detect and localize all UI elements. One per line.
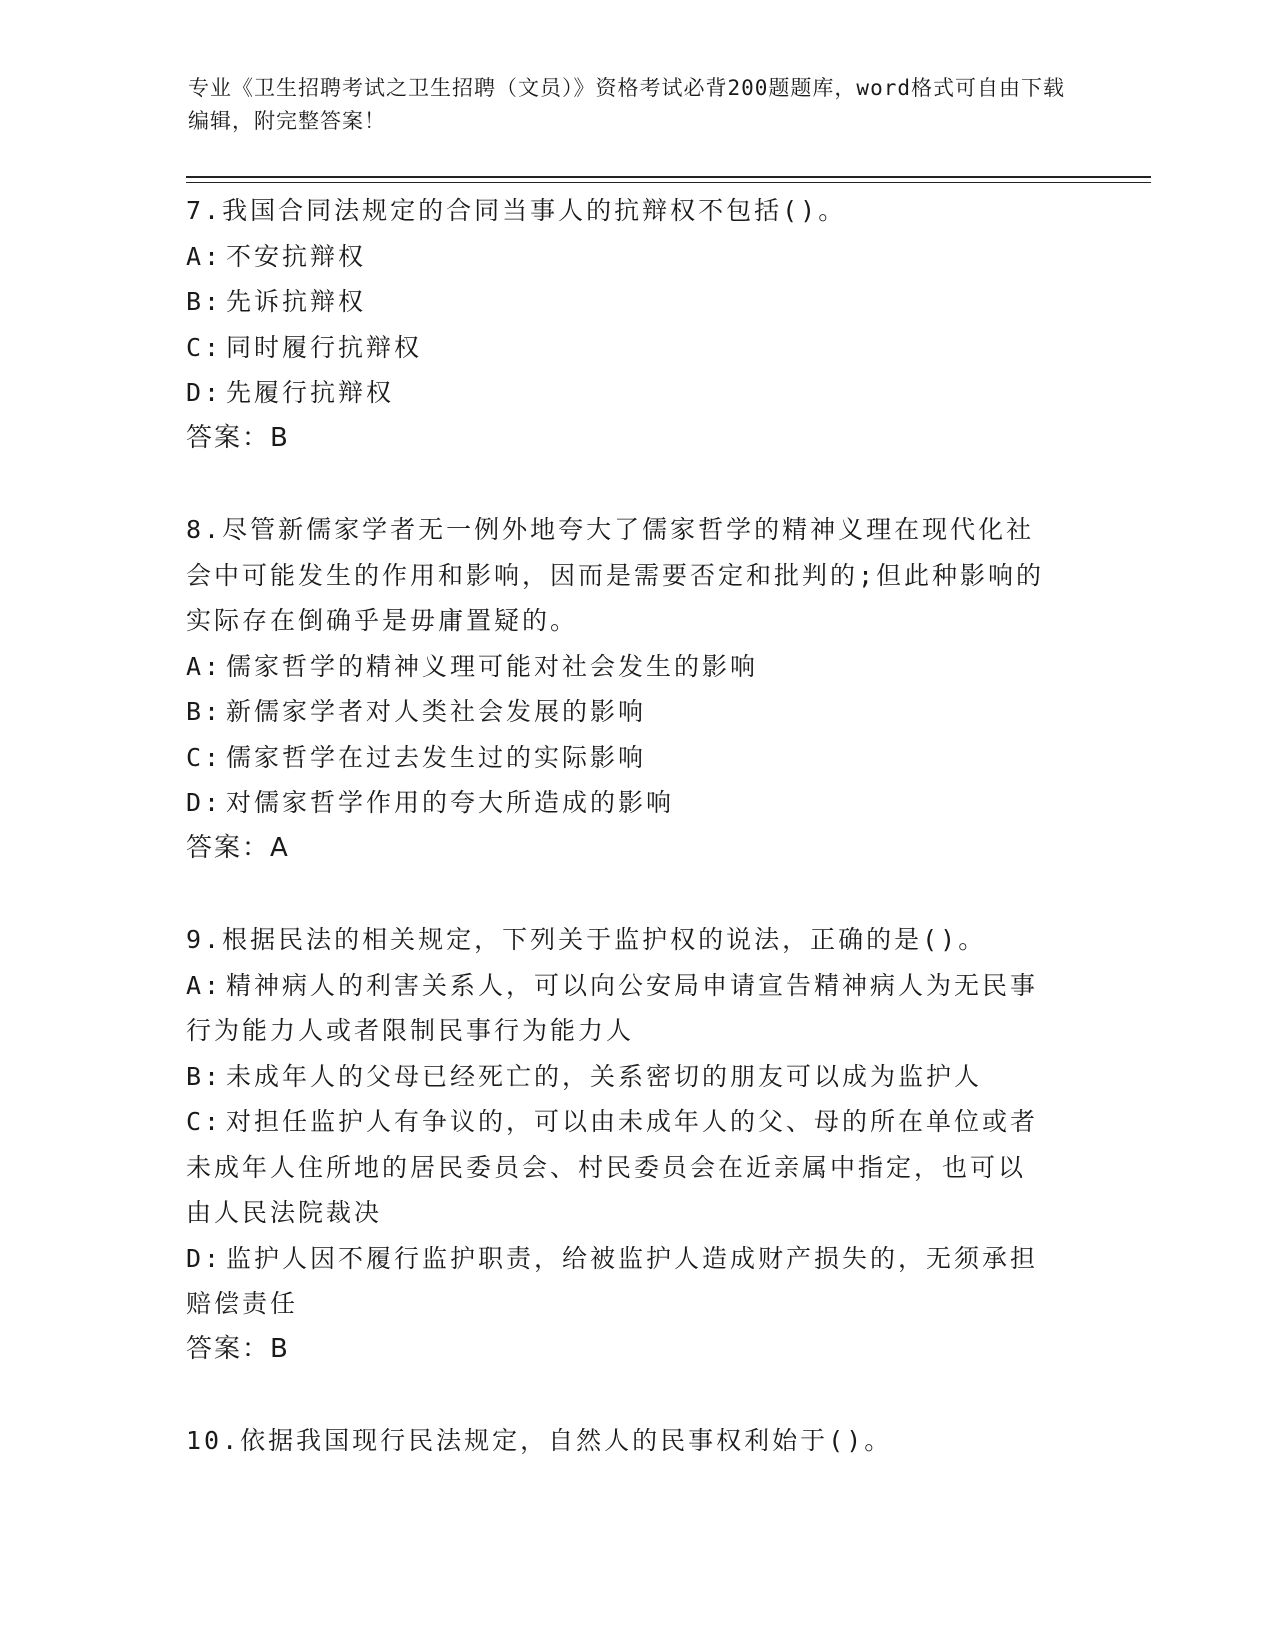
question-stem-line: 会中可能发生的作用和影响，因而是需要否定和批判的;但此种影响的	[186, 560, 1045, 590]
question-block	[186, 188, 1086, 461]
option-text: 精神病人的利害关系人，可以向公安局申请宣告精神病人为无民事	[226, 970, 1039, 1000]
option-line	[186, 1008, 1086, 1054]
option-text: 监护人因不履行监护职责，给被监护人造成财产损失的，无须承担	[226, 1243, 1039, 1273]
option-text: 未成年人住所地的居民委员会、村民委员会在近亲属中指定，也可以	[186, 1152, 1027, 1182]
answer-text: 答案：B	[186, 422, 290, 453]
option-line	[186, 325, 1086, 371]
option-line	[186, 644, 1086, 690]
option-line	[186, 1190, 1086, 1236]
question-stem-line: 8.尽管新儒家学者无一例外地夸大了儒家哲学的精神义理在现代化社	[186, 515, 1035, 544]
option-line	[186, 234, 1086, 280]
option-text: 先诉抗辩权	[226, 287, 367, 316]
question-stem-line: 实际存在倒确乎是毋庸置疑的。	[186, 606, 579, 635]
option-text: 儒家哲学的精神义理可能对社会发生的影响	[226, 651, 759, 681]
option-text: 不安抗辩权	[226, 241, 367, 271]
option-text: 对儒家哲学作用的夸大所造成的影响	[226, 788, 675, 817]
question-spacer	[186, 461, 1086, 507]
answer-text: 答案：B	[186, 1333, 290, 1364]
option-label: A:	[186, 651, 223, 681]
option-text: 由人民法院裁决	[186, 1198, 383, 1227]
question-list	[186, 188, 1086, 1464]
option-text: 儒家哲学在过去发生过的实际影响	[226, 742, 647, 772]
option-label: C:	[186, 742, 223, 772]
header-divider-thick	[186, 176, 1151, 178]
option-text: 先履行抗辩权	[226, 378, 395, 407]
option-label: B:	[186, 697, 223, 726]
option-text: 赔偿责任	[186, 1289, 299, 1318]
option-label: A:	[186, 241, 223, 271]
option-label: D:	[186, 378, 223, 407]
option-line	[186, 735, 1086, 781]
option-text: 行为能力人或者限制民事行为能力人	[186, 1016, 635, 1045]
option-label: D:	[186, 1243, 223, 1273]
option-line	[186, 1145, 1086, 1191]
question-spacer	[186, 1372, 1086, 1418]
option-text: 同时履行抗辩权	[226, 332, 423, 362]
option-line	[186, 279, 1086, 325]
option-text: 未成年人的父母已经死亡的，关系密切的朋友可以成为监护人	[226, 1061, 983, 1091]
option-line	[186, 370, 1086, 416]
option-line	[186, 780, 1086, 826]
option-text: 新儒家学者对人类社会发展的影响	[226, 697, 647, 726]
option-label: C:	[186, 1107, 223, 1136]
question-stem-line: 10.依据我国现行民法规定，自然人的民事权利始于()。	[186, 1426, 893, 1455]
answer-text: 答案：A	[186, 832, 290, 863]
header-divider-thin	[186, 182, 1151, 183]
option-text: 对担任监护人有争议的，可以由未成年人的父、母的所在单位或者	[226, 1107, 1039, 1136]
option-label: B:	[186, 1061, 223, 1091]
option-label: C:	[186, 332, 223, 362]
option-line	[186, 689, 1086, 735]
option-label: B:	[186, 287, 223, 316]
question-block	[186, 507, 1086, 871]
question-stem-line: 7.我国合同法规定的合同当事人的抗辩权不包括()。	[186, 196, 847, 225]
option-line	[186, 963, 1086, 1009]
question-stem-line: 9.根据民法的相关规定，下列关于监护权的说法，正确的是()。	[186, 925, 987, 954]
option-line	[186, 1099, 1086, 1145]
option-label: A:	[186, 970, 223, 1000]
question-spacer	[186, 871, 1086, 917]
option-line	[186, 1054, 1086, 1100]
question-block	[186, 1418, 1086, 1464]
option-line	[186, 1281, 1086, 1327]
document-header: 专业《卫生招聘考试之卫生招聘（文员）》资格考试必背200题题库，word格式可自由下载编辑，附完整答案！	[188, 76, 1065, 133]
option-line	[186, 1236, 1086, 1282]
question-block	[186, 917, 1086, 1372]
option-label: D:	[186, 788, 223, 817]
